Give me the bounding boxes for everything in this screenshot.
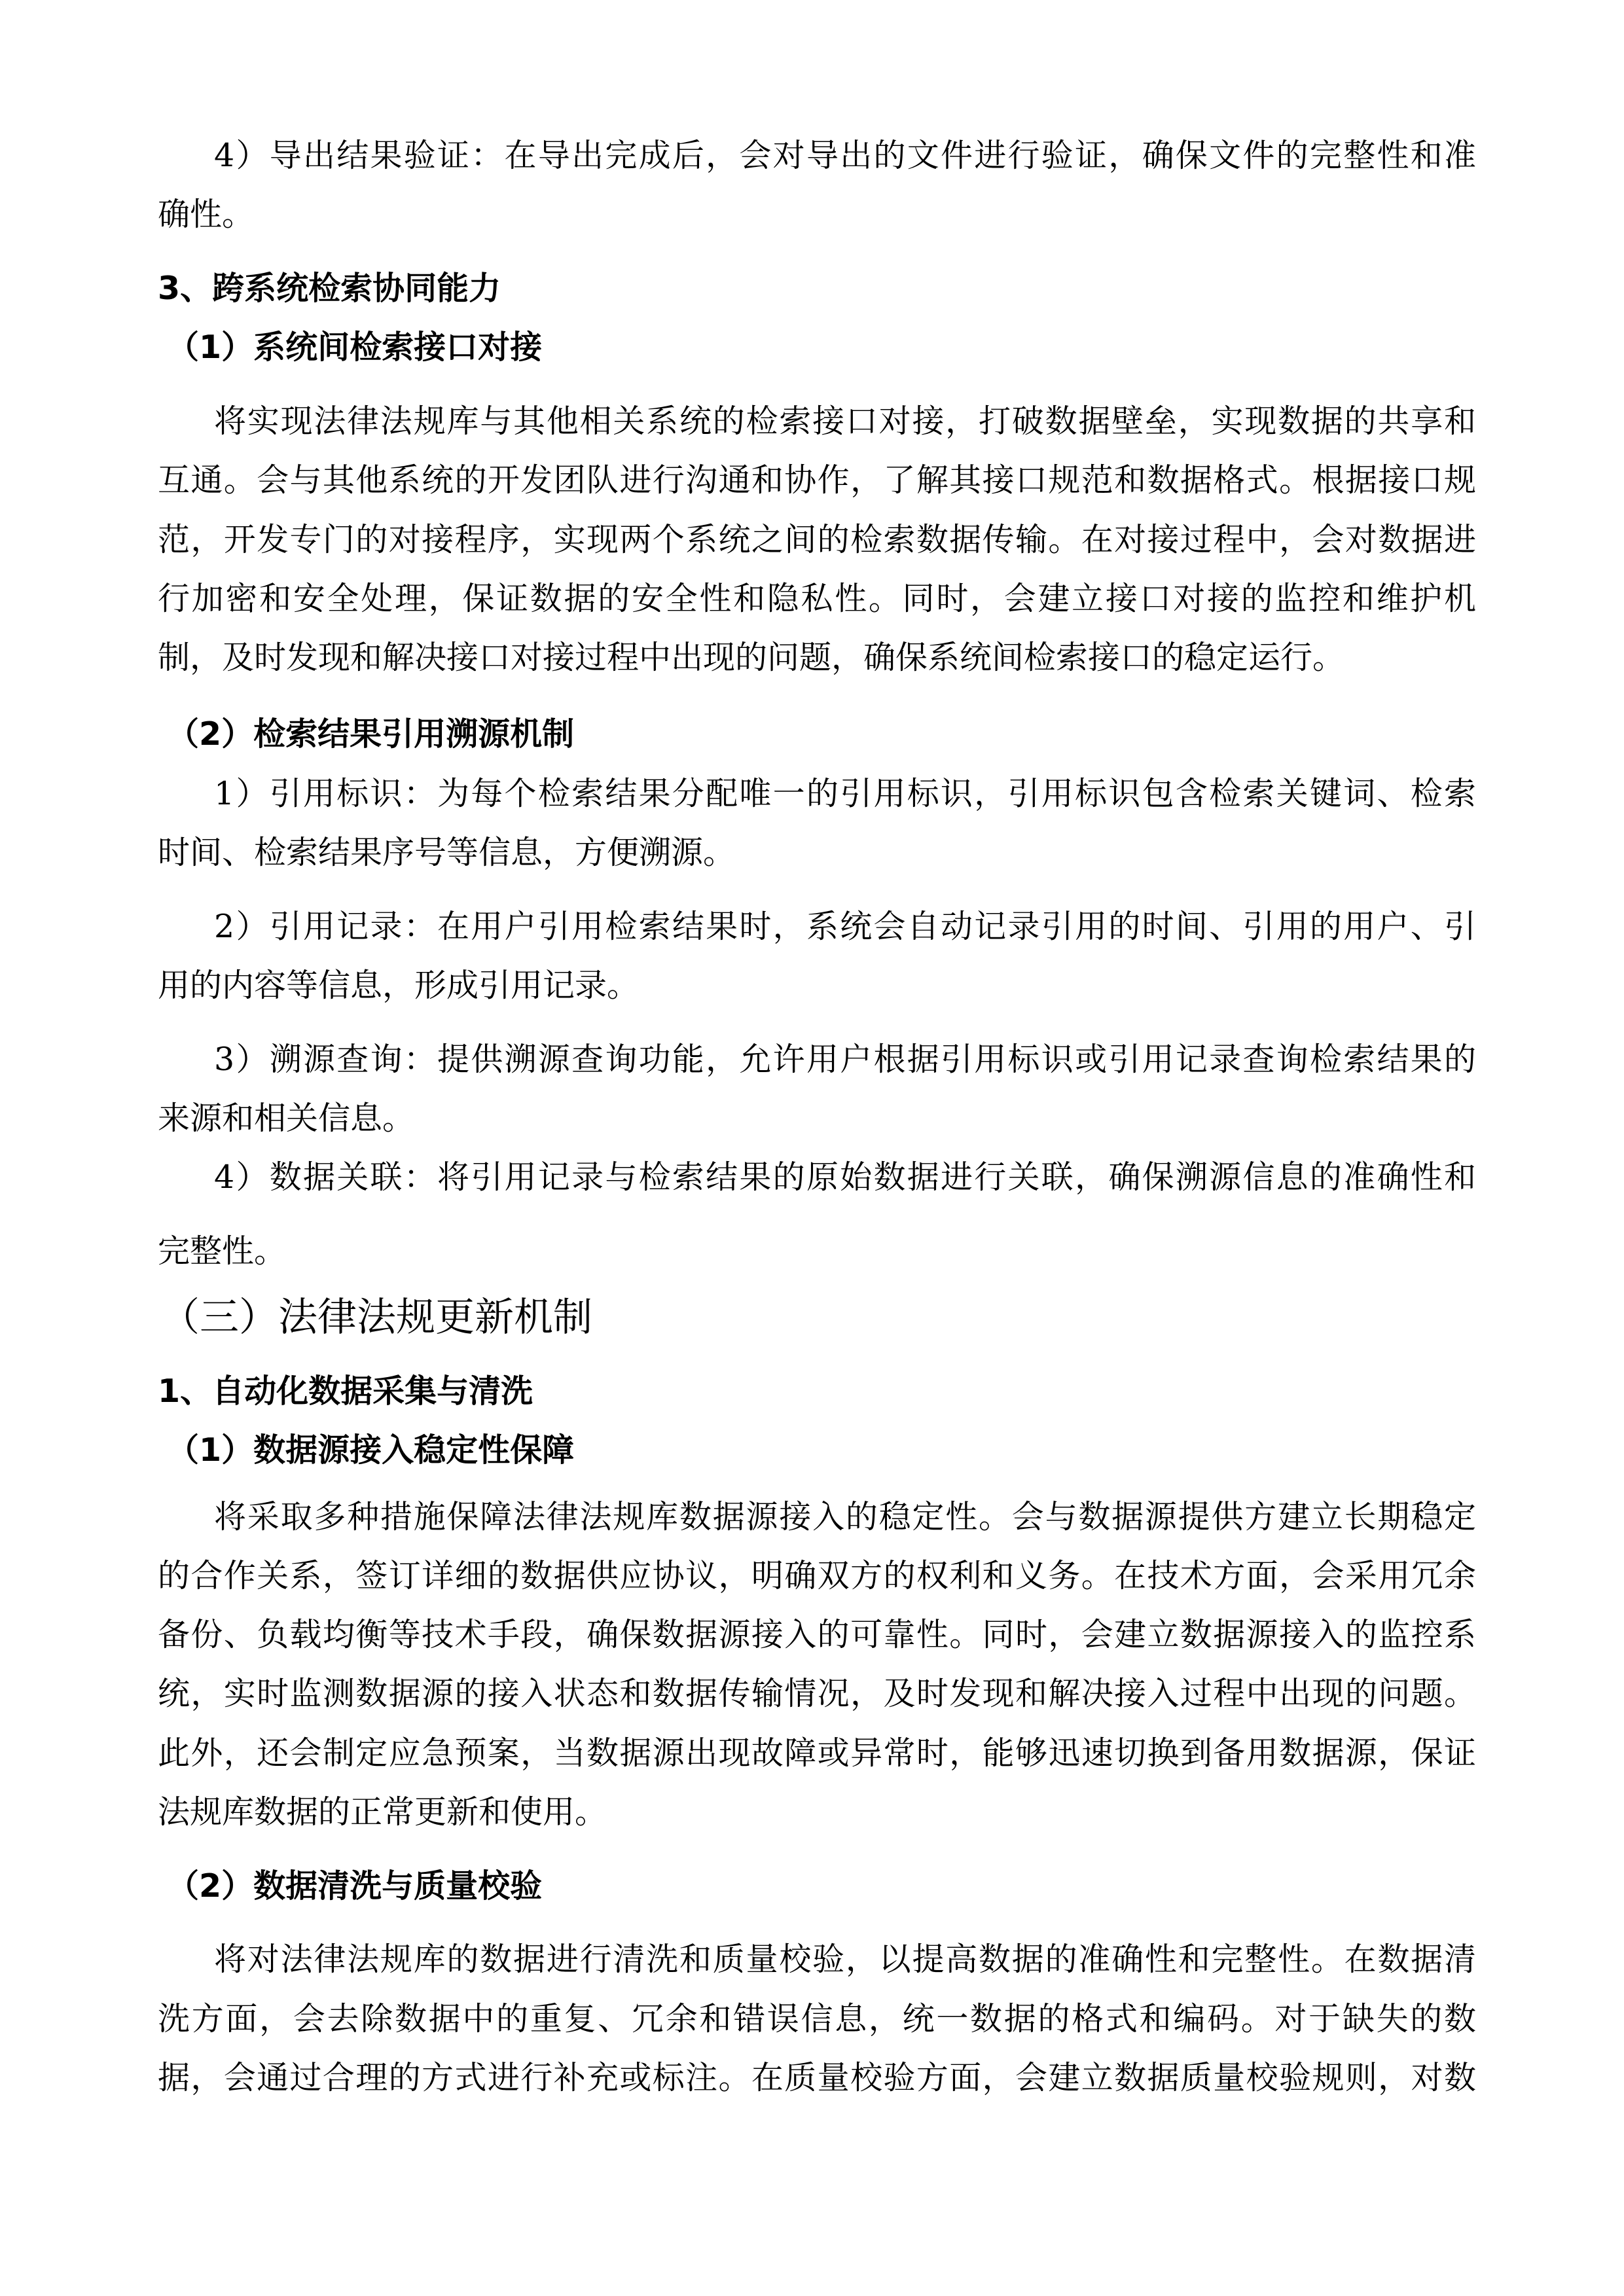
paragraph-line: 统，实时监测数据源的接入状态和数据传输情况，及时发现和解决接入过程中出现的问题。 [158, 1675, 1476, 1712]
section-heading-update-mechanism: （三）法律法规更新机制 [160, 1295, 592, 1340]
heading-cross-system-search: 3、跨系统检索协同能力 [158, 270, 501, 307]
paragraph-line: 备份、负载均衡等技术手段，确保数据源接入的可靠性。同时，会建立数据源接入的监控系 [158, 1616, 1476, 1653]
paragraph-line: 确性。 [158, 196, 255, 233]
paragraph-line: 将对法律法规库的数据进行清洗和质量校验，以提高数据的准确性和完整性。在数据清 [214, 1941, 1476, 1978]
heading-source-stability: （1）数据源接入稳定性保障 [167, 1431, 575, 1469]
paragraph-line: 行加密和安全处理，保证数据的安全性和隐私性。同时，会建立接口对接的监控和维护机 [158, 580, 1476, 617]
paragraph-line: 法规库数据的正常更新和使用。 [158, 1793, 607, 1831]
paragraph-line: 制，及时发现和解决接口对接过程中出现的问题，确保系统间检索接口的稳定运行。 [158, 639, 1345, 676]
paragraph-line: 2）引用记录：在用户引用检索结果时，系统会自动记录引用的时间、引用的用户、引 [214, 908, 1476, 945]
paragraph-line: 4）数据关联：将引用记录与检索结果的原始数据进行关联，确保溯源信息的准确性和 [214, 1158, 1476, 1196]
paragraph-line: 将采取多种措施保障法律法规库数据源接入的稳定性。会与数据源提供方建立长期稳定 [214, 1498, 1476, 1535]
paragraph-line: 3）溯源查询：提供溯源查询功能，允许用户根据引用标识或引用记录查询检索结果的 [214, 1041, 1476, 1078]
heading-citation-trace: （2）检索结果引用溯源机制 [167, 715, 575, 753]
heading-auto-collection: 1、自动化数据采集与清洗 [158, 1372, 533, 1410]
heading-interface-docking: （1）系统间检索接口对接 [167, 329, 543, 366]
paragraph-line: 1）引用标识：为每个检索结果分配唯一的引用标识，引用标识包含检索关键词、检索 [214, 775, 1476, 812]
paragraph-line: 据，会通过合理的方式进行补充或标注。在质量校验方面，会建立数据质量校验规则，对数 [158, 2059, 1476, 2096]
paragraph-line: 范，开发专门的对接程序，实现两个系统之间的检索数据传输。在对接过程中，会对数据进 [158, 521, 1476, 558]
paragraph-line: 洗方面，会去除数据中的重复、冗余和错误信息，统一数据的格式和编码。对于缺失的数 [158, 2000, 1476, 2037]
paragraph-line: 完整性。 [158, 1232, 287, 1270]
paragraph-line: 用的内容等信息，形成引用记录。 [158, 967, 640, 1004]
paragraph-line: 来源和相关信息。 [158, 1100, 415, 1137]
paragraph-line: 互通。会与其他系统的开发团队进行沟通和协作，了解其接口规范和数据格式。根据接口规 [158, 461, 1476, 499]
paragraph-line: 4）导出结果验证：在导出完成后，会对导出的文件进行验证，确保文件的完整性和准 [214, 137, 1476, 174]
paragraph-line: 将实现法律法规库与其他相关系统的检索接口对接，打破数据壁垒，实现数据的共享和 [214, 403, 1476, 440]
paragraph-line: 此外，还会制定应急预案，当数据源出现故障或异常时，能够迅速切换到备用数据源，保证 [158, 1734, 1476, 1772]
paragraph-line: 的合作关系，签订详细的数据供应协议，明确双方的权利和义务。在技术方面，会采用冗余 [158, 1557, 1476, 1594]
paragraph-line: 时间、检索结果序号等信息，方便溯源。 [158, 834, 736, 871]
heading-data-cleaning: （2）数据清洗与质量校验 [167, 1867, 543, 1905]
